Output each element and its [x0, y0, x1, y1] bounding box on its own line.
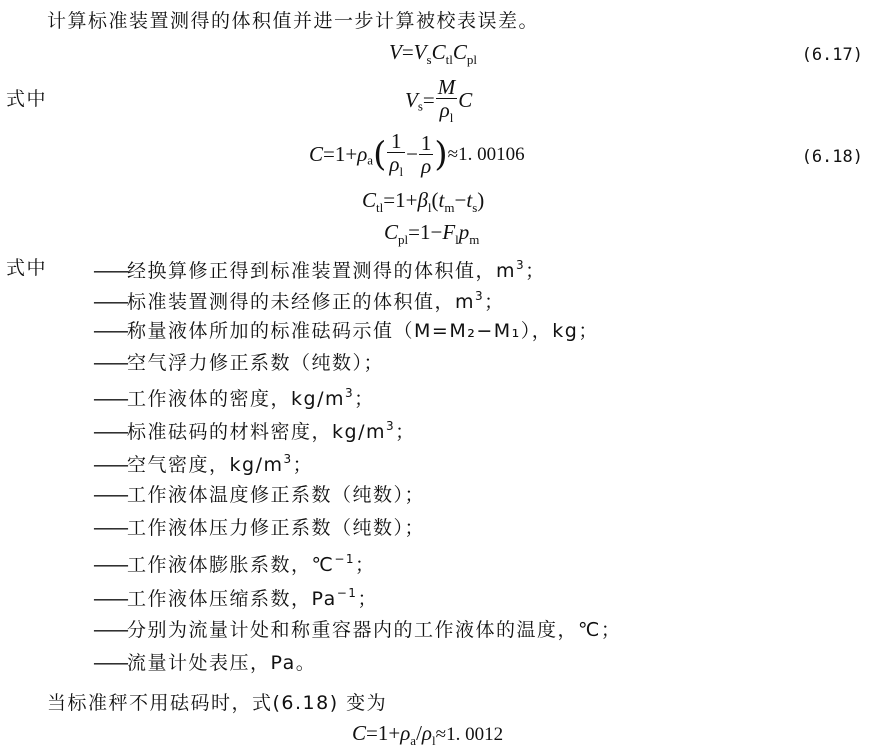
cpl-lhs: C	[384, 220, 399, 244]
definition-text	[93, 621, 621, 640]
eq618-paren-close: )	[434, 134, 448, 175]
definition-tail: ；	[292, 454, 314, 476]
definition-unit-exponent: 3	[283, 452, 293, 466]
final-rho-sub: a	[410, 733, 417, 748]
vs-fraction	[436, 76, 458, 125]
eq618-f1-den-sub: l	[399, 164, 404, 180]
definition-unit-exponent: 3	[516, 258, 526, 272]
definition-text	[93, 354, 384, 373]
eq617-ct-sub: tl	[445, 52, 453, 67]
cpl-eq: =1−	[408, 220, 443, 244]
definition-dash: ——	[93, 517, 127, 539]
definition-unit-exponent: 3	[385, 419, 396, 433]
definition-description: 空气浮力修正系数（纯数）；	[127, 352, 385, 374]
vs-lhs: V	[405, 88, 418, 113]
eq618-fraction-1	[387, 130, 405, 179]
definition-description: 空气密度，kg/m	[127, 454, 284, 476]
eq618-approx: ≈1. 00106	[447, 144, 525, 166]
equation-6-18	[309, 130, 525, 179]
eq618-paren-open: (	[373, 134, 387, 175]
cpl-equation	[384, 222, 479, 246]
definition-tail: ；	[354, 388, 375, 410]
definition-dash: ——	[93, 421, 127, 443]
vs-tail: C	[458, 88, 473, 113]
definition-description: 工作液体温度修正系数（纯数）；	[127, 484, 426, 506]
vs-equation	[405, 76, 472, 125]
final-slash: /	[416, 721, 422, 745]
final-lhs: C	[352, 721, 367, 745]
definition-description: 经换算修正得到标准装置测得的体积值，m	[127, 260, 517, 282]
definition-text	[93, 486, 425, 505]
eq618-rho-sub: a	[367, 152, 374, 168]
ctl-beta-sub: l	[427, 200, 432, 215]
final-equation	[352, 723, 503, 747]
definition-tail: ；	[357, 588, 378, 610]
cpl-p: p	[458, 220, 470, 244]
definition-tail: ；	[395, 421, 416, 443]
cpl-lhs-sub: pl	[398, 232, 409, 247]
ctl-t2: t	[466, 188, 473, 212]
ctl-eq: =1+	[383, 188, 418, 212]
ctl-open: (	[431, 188, 439, 212]
definition-dash: ——	[93, 484, 127, 506]
vs-numerator: M	[437, 75, 456, 99]
definition-unit-exponent: 3	[475, 289, 485, 303]
vs-lhs-sub: s	[417, 98, 423, 114]
equation-number-6-17: (6.17)	[801, 45, 863, 65]
eq618-minus: −	[406, 142, 418, 167]
eq617-v-sub: s	[426, 52, 432, 67]
equation-6-17	[389, 42, 477, 66]
definition-text	[93, 519, 425, 538]
eq617-c2: C	[452, 40, 467, 64]
eq617-lhs: V	[389, 40, 402, 64]
eq617-eq: =	[401, 40, 414, 64]
definition-description: 流量计处表压，Pa。	[127, 652, 317, 674]
cpl-p-sub: m	[469, 232, 480, 247]
vs-denominator-sub: l	[449, 110, 454, 126]
cpl-f: F	[442, 220, 456, 244]
ctl-lhs-sub: tl	[376, 200, 384, 215]
outro-text: 当标准秤不用砝码时，式(6.18) 变为	[47, 692, 388, 714]
definition-dash: ——	[93, 291, 127, 313]
intro-text: 计算标准装置测得的体积值并进一步计算被校表误差。	[47, 10, 540, 32]
cpl-f-sub: l	[455, 232, 459, 247]
final-rho: ρ	[400, 721, 411, 745]
definition-text	[93, 290, 505, 312]
eq617-c: C	[431, 40, 446, 64]
definition-dash: ——	[93, 320, 127, 342]
definition-text	[93, 420, 416, 442]
definition-description: 工作液体的密度，kg/m	[127, 388, 345, 410]
ctl-lhs: C	[362, 188, 377, 212]
definition-dash: ——	[93, 454, 127, 476]
definition-text	[93, 587, 378, 609]
definition-dash: ——	[93, 619, 127, 641]
definition-unit-exponent: −1	[336, 586, 358, 600]
definition-description: 标准砝码的材料密度，kg/m	[127, 421, 386, 443]
definition-description: 工作液体压缩系数，Pa	[127, 588, 337, 610]
shizhong-label-1: 式中	[6, 88, 48, 110]
definition-dash: ——	[93, 652, 127, 674]
definition-text	[93, 553, 376, 575]
definition-description: 标准装置测得的未经修正的体积值，m	[127, 291, 476, 313]
eq618-f1-num: 1	[387, 130, 405, 153]
eq618-f1-den: ρ	[389, 152, 400, 177]
definition-unit-exponent: 3	[344, 386, 355, 400]
definition-unit-exponent: −1	[334, 552, 356, 566]
final-eq: =1+	[366, 721, 401, 745]
ctl-t2-sub: s	[472, 200, 478, 215]
definition-description: 称量液体所加的标准砝码示值（M=M₂−M₁），kg；	[127, 320, 599, 342]
final-rho2-sub: l	[432, 733, 436, 748]
eq618-lhs: C	[309, 142, 324, 167]
eq618-eq: =1+	[323, 142, 358, 167]
ctl-equation	[362, 190, 484, 214]
equation-number-6-18: (6.18)	[801, 147, 863, 167]
definition-description: 工作液体膨胀系数，℃	[127, 554, 335, 576]
definition-dash: ——	[93, 554, 127, 576]
definition-tail: ；	[525, 260, 546, 282]
eq617-v: V	[413, 40, 427, 64]
ctl-close: )	[477, 188, 485, 212]
ctl-t1: t	[438, 188, 445, 212]
eq618-f2-den: ρ	[421, 153, 432, 178]
final-approx: ≈1. 0012	[435, 724, 504, 745]
definition-dash: ——	[93, 352, 127, 374]
definition-tail: ；	[355, 554, 376, 576]
eq618-rho: ρ	[357, 142, 368, 167]
vs-eq: =	[422, 88, 435, 113]
final-rho2: ρ	[421, 721, 433, 745]
definition-description: 分别为流量计处和称重容器内的工作液体的温度，℃；	[127, 619, 622, 641]
eq618-f2-num: 1	[420, 130, 432, 155]
definition-text	[93, 387, 375, 409]
definition-dash: ——	[93, 260, 127, 282]
eq617-cp-sub: pl	[466, 52, 477, 67]
ctl-beta: β	[417, 188, 428, 212]
definition-dash: ——	[93, 388, 127, 410]
definition-dash: ——	[93, 588, 127, 610]
vs-denominator: ρ	[439, 98, 450, 123]
definition-text	[93, 259, 546, 281]
definition-text	[93, 453, 313, 475]
definition-text	[93, 654, 316, 673]
shizhong-label-2: 式中	[6, 257, 48, 279]
ctl-minus: −	[454, 188, 467, 212]
eq618-fraction-2	[419, 132, 434, 178]
definition-description: 工作液体压力修正系数（纯数）；	[127, 517, 426, 539]
ctl-t1-sub: m	[444, 200, 455, 215]
definition-tail: ；	[484, 291, 505, 313]
definition-text	[93, 322, 599, 341]
